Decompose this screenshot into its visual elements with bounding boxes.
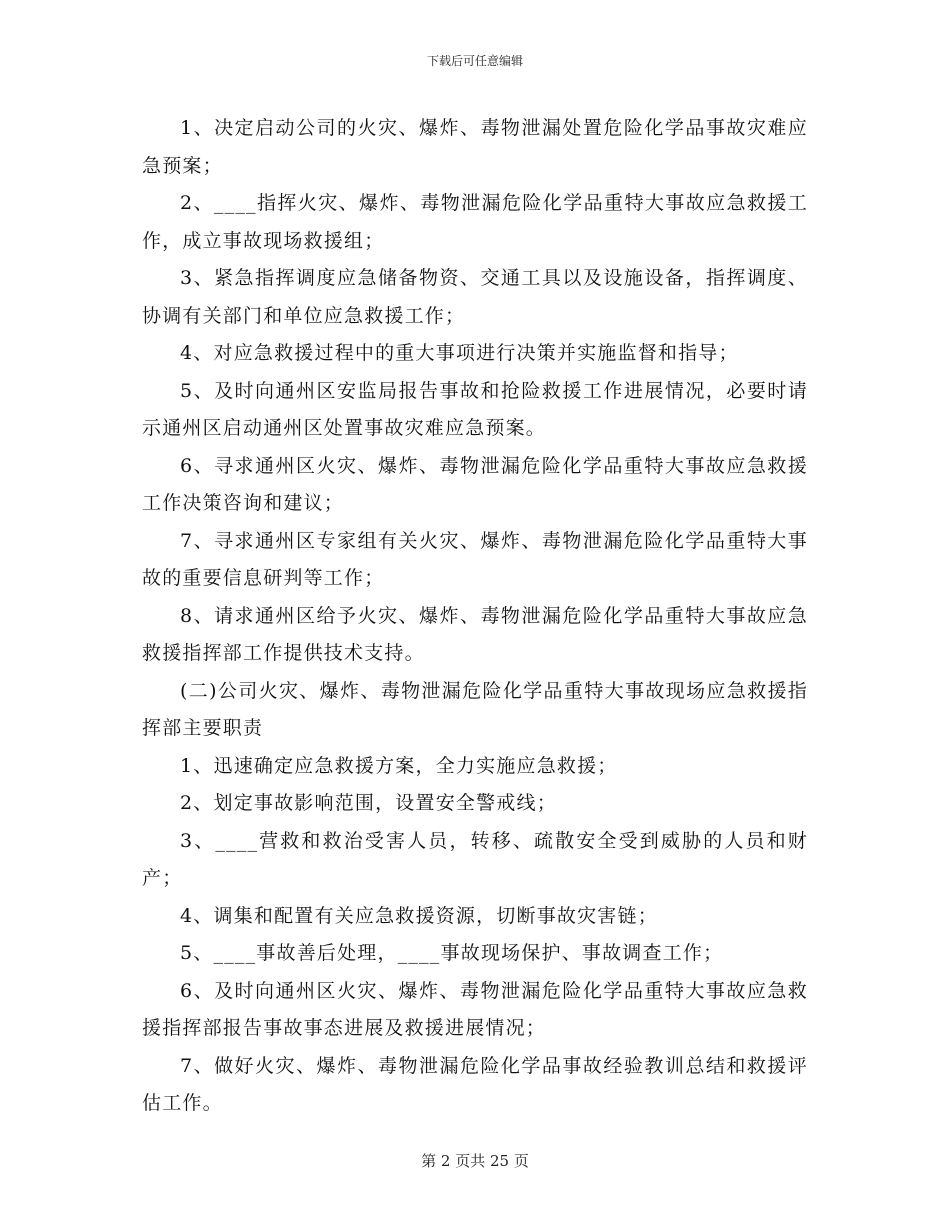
paragraph: 1、决定启动公司的火灾、爆炸、毒物泄漏处置危险化学品事故灾难应急预案； xyxy=(142,117,808,177)
document-body xyxy=(142,110,808,1123)
paragraph: 2、划定事故影响范围，设置安全警戒线； xyxy=(180,792,557,814)
paragraph: 5、及时向通州区安监局报告事故和抢险救援工作进展情况，必要时请示通州区启动通州区处置事故灾难应急预案。 xyxy=(142,379,808,439)
page-footer: 第 2 页共 25 页 xyxy=(421,1152,529,1170)
paragraph: 2、____指挥火灾、爆炸、毒物泄漏危险化学品重特大事故应急救援工作，成立事故现场救援组； xyxy=(142,192,808,252)
paragraph: 4、调集和配置有关应急救援资源，切断事故灾害链； xyxy=(180,904,658,927)
paragraph: 6、寻求通州区火灾、爆炸、毒物泄漏危险化学品重特大事故应急救援工作决策咨询和建议； xyxy=(142,454,808,514)
section-heading: (二)公司火灾、爆炸、毒物泄漏危险化学品重特大事故现场应急救援指挥部主要职责 xyxy=(142,679,808,739)
paragraph: 4、对应急救援过程中的重大事项进行决策并实施监督和指导； xyxy=(180,342,739,364)
paragraph: 8、请求通州区给予火灾、爆炸、毒物泄漏危险化学品重特大事故应急救援指挥部工作提供技术支持。 xyxy=(142,604,808,664)
paragraph: 5、____事故善后处理，____事故现场保护、事故调查工作； xyxy=(180,942,724,964)
paragraph: 3、紧急指挥调度应急储备物资、交通工具以及设施设备，指挥调度、协调有关部门和单位应急救援工作； xyxy=(142,267,808,327)
paragraph: 1、迅速确定应急救援方案，全力实施应急救援； xyxy=(180,754,618,777)
paragraph: 7、寻求通州区专家组有关火灾、爆炸、毒物泄漏危险化学品重特大事故的重要信息研判等工作； xyxy=(142,529,808,589)
paragraph: 6、及时向通州区火灾、爆炸、毒物泄漏危险化学品重特大事故应急救援指挥部报告事故事态进展及救援进展情况； xyxy=(142,979,808,1039)
page-header: 下载后可任意编辑 xyxy=(426,54,523,68)
paragraph: 7、做好火灾、爆炸、毒物泄漏危险化学品事故经验教训总结和救援评估工作。 xyxy=(142,1054,808,1114)
paragraph: 3、____营救和救治受害人员，转移、疏散安全受到威胁的人员和财产； xyxy=(142,829,808,889)
